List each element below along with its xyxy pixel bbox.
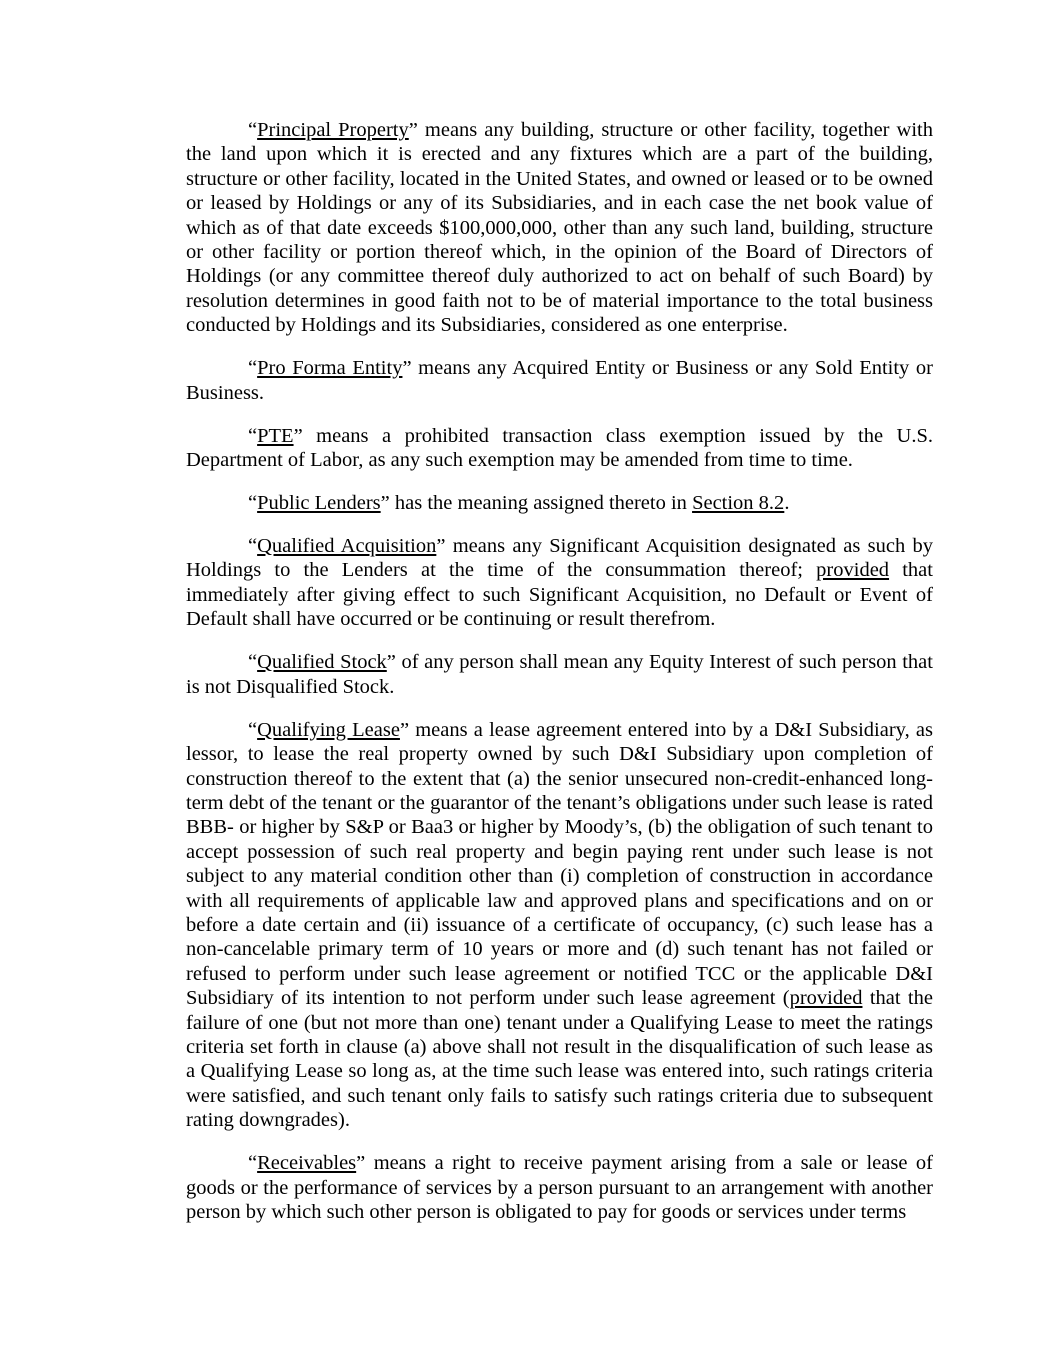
text-run: . [784, 492, 790, 515]
underlined-term: Qualified Acquisition [257, 535, 437, 558]
underlined-term: Pro Forma Entity [257, 357, 403, 380]
underlined-term: Qualified Stock [257, 651, 387, 674]
paragraph-definition [186, 424, 933, 473]
paragraph-definition [186, 118, 933, 338]
underlined-term: Public Lenders [257, 492, 381, 515]
text-run: that the failure of one (but not more than one) tenant under a Qualifying Lease to meet the ratings criteria set forth in clause (a) above shall not result in the disqualification of such lease as a Qualifying Lease so long as, at the time such lease was entered into, such ratings criteria were satisfied, and such tenant only fails to satisfy such ratings criteria due to subsequent rating downgrades). [186, 987, 933, 1132]
paragraph-definition [186, 1151, 933, 1224]
underlined-term: Section 8.2 [692, 492, 785, 515]
text-run: “ [248, 535, 258, 558]
text-run: “ [248, 357, 258, 380]
text-run: ” of any person shall mean any Equity Interest of such person that is not Disqualified Stock. [186, 651, 933, 698]
underlined-term: provided [816, 559, 890, 582]
text-run: ” means any Significant Acquisition designated as such by Holdings to the Lenders at the time of the consummation thereof; [186, 535, 933, 582]
text-run: that immediately after giving effect to such Significant Acquisition, no Default or Event of Default shall have occurred or be continuing or result therefrom. [186, 559, 933, 631]
paragraph-definition [186, 718, 933, 1133]
text-run: “ [248, 651, 258, 674]
paragraph-definition [186, 534, 933, 632]
underlined-term: Qualifying Lease [257, 718, 400, 741]
text-run: ” has the meaning assigned thereto in [380, 492, 693, 515]
paragraph-definition [186, 650, 933, 699]
text-run: ” means a right to receive payment arising from a sale or lease of goods or the performance of services by a person pursuant to an arrangement with another person by which such other person is obligated to pay for goods or services under terms [186, 1152, 933, 1223]
underlined-term: Principal Property [257, 119, 409, 141]
text-run: “ [248, 1152, 258, 1175]
text-run: “ [248, 718, 258, 741]
text-run: ” means a prohibited transaction class exemption issued by the U.S. Department of Labor, as any such exemption may be amended from time to time. [186, 424, 933, 472]
text-run: ” means any building, structure or other facility, together with the land upon which it is erected and any fixtures which are a part of the building, structure or other facility, located in the United States, and owned or leased or to be owned or leased by Holdings or any of its Subsidiaries, and in each case the net book value of which as of that date exceeds $100,000,000, other than any such land, building, structure or other facility or portion thereof which, in the opinion of the Board of Directors of Holdings (or any committee thereof duly authorized to act on behalf of such Board) by resolution determines in good faith not to be of material importance to the total business conducted by Holdings and its Subsidiaries, considered as one enterprise. [186, 119, 933, 337]
text-run: “ [248, 424, 258, 447]
text-run: “ [248, 492, 258, 515]
underlined-term: PTE [257, 424, 294, 447]
paragraph-definition [186, 491, 933, 515]
underlined-term: Receivables [257, 1152, 357, 1175]
text-run: ” means any Acquired Entity or Business or any Sold Entity or Business. [186, 357, 933, 404]
underlined-term: provided [789, 987, 863, 1010]
text-run: “ [248, 119, 258, 141]
text-run: ” means a lease agreement entered into by a D&I Subsidiary, as lessor, to lease the real property owned by such D&I Subsidiary upon completion of construction thereof to the extent that (a) the senior unsecured non-credit-enhanced long-term debt of the tenant or the guarantor of the tenant’s obligations under such lease is rated BBB- or higher by S&P or Baa3 or higher by Moody’s, (b) the obligation of such tenant to accept possession of such real property and begin paying rent under such lease is not subject to any material condition other than (i) completion of construction in accordance with all requirements of applicable law and approved plans and specifications and on or before a date certain and (ii) issuance of a certificate of occupancy, (c) such lease has a non-cancelable primary term of 10 years or more and (d) such tenant has not failed or refused to perform under such lease agreement or notified TCC or the applicable D&I Subsidiary of its intention to not perform under such lease agreement ( [186, 718, 933, 1010]
document-body [186, 118, 933, 1224]
paragraph-definition [186, 356, 933, 405]
